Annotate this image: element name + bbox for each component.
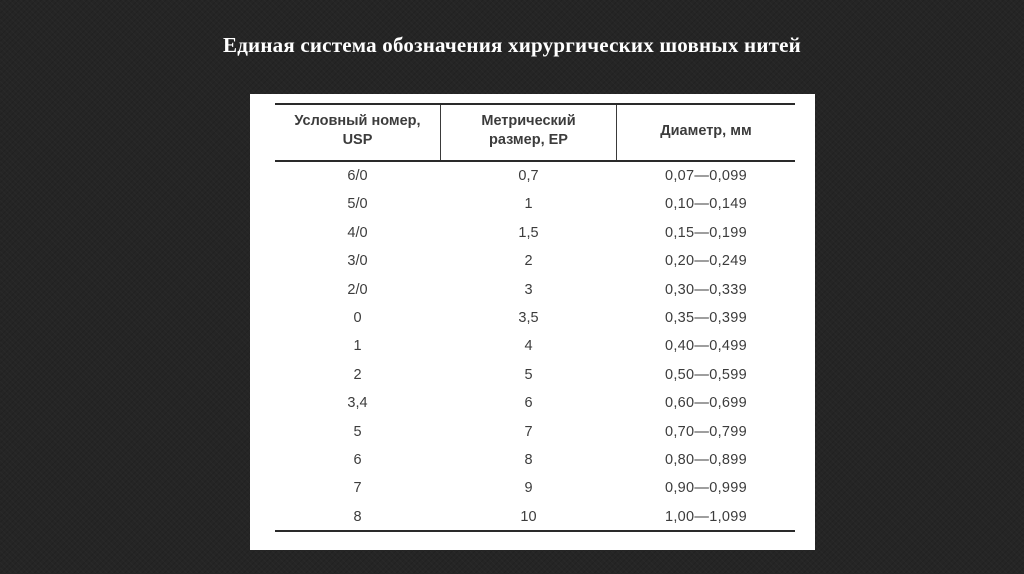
diameter-cell: 1,00—1,099 — [664, 508, 747, 525]
ep-cell: 1 — [524, 196, 533, 213]
diameter-cell: 0,80—0,899 — [664, 451, 747, 468]
slide-title: Единая система обозначения хирургических шовных нитей — [223, 33, 801, 57]
table-row — [275, 446, 795, 474]
usp-cell: 2 — [353, 366, 362, 383]
diameter-cell: 0,90—0,999 — [664, 480, 747, 497]
ep-cell: 0,7 — [518, 168, 539, 184]
ep-cell: 2 — [524, 253, 533, 270]
table-row — [275, 474, 795, 502]
ep-cell: 5 — [524, 366, 533, 383]
usp-cell: 6 — [353, 451, 362, 468]
usp-cell: 4/0 — [347, 224, 368, 241]
header-diameter-label: Диаметр, мм — [660, 122, 752, 139]
diameter-cell: 0,60—0,699 — [664, 395, 747, 412]
ep-cell: 8 — [524, 451, 533, 468]
table-row — [275, 361, 795, 389]
ep-cell: 7 — [524, 423, 533, 440]
usp-cell: 8 — [353, 508, 362, 525]
table-row — [275, 247, 795, 275]
diameter-cell: 0,35—0,399 — [664, 309, 747, 326]
header-usp-line1: Условный номер, — [294, 113, 421, 129]
ep-cell: 9 — [524, 480, 533, 497]
diameter-cell: 0,50—0,599 — [664, 366, 747, 383]
header-usp — [275, 111, 440, 151]
table-row — [275, 304, 795, 332]
table-row — [275, 219, 795, 247]
usp-cell: 3/0 — [347, 253, 368, 270]
ep-cell: 1,5 — [518, 224, 539, 241]
diameter-cell: 0,30—0,339 — [664, 281, 747, 298]
table-row — [275, 389, 795, 417]
suture-size-table — [250, 94, 815, 550]
ep-cell: 4 — [524, 338, 533, 355]
diameter-cell: 0,10—0,149 — [664, 196, 747, 213]
diameter-cell: 0,15—0,199 — [664, 224, 747, 241]
table-row — [275, 276, 795, 304]
diameter-cell: 0,20—0,249 — [664, 253, 747, 270]
header-ep — [441, 111, 616, 151]
diameter-cell: 0,70—0,799 — [664, 423, 747, 440]
usp-cell: 6/0 — [347, 168, 368, 184]
table-bottom-rule — [275, 530, 795, 532]
table-row — [275, 332, 795, 360]
table-row — [275, 162, 795, 190]
diameter-cell: 0,07—0,099 — [664, 168, 747, 184]
ep-cell: 6 — [524, 395, 533, 412]
table-row — [275, 503, 795, 531]
header-ep-line2: размер, EP — [488, 132, 568, 148]
header-diameter — [617, 111, 795, 151]
usp-cell: 2/0 — [347, 281, 368, 298]
ep-cell: 3,5 — [518, 309, 539, 326]
diameter-cell: 0,40—0,499 — [664, 338, 747, 355]
usp-cell: 1 — [353, 338, 362, 355]
ep-cell: 3 — [524, 281, 533, 298]
usp-cell: 5 — [353, 423, 362, 440]
usp-cell: 7 — [353, 480, 362, 497]
usp-cell: 0 — [353, 309, 362, 326]
table-body — [275, 162, 795, 531]
usp-cell: 3,4 — [347, 395, 368, 412]
ep-cell: 10 — [520, 508, 537, 525]
table-row — [275, 190, 795, 218]
header-usp-line2: USP — [342, 132, 373, 148]
table-top-rule — [275, 103, 795, 105]
header-ep-line1: Метрический — [481, 113, 576, 129]
usp-cell: 5/0 — [347, 196, 368, 213]
table-row — [275, 418, 795, 446]
